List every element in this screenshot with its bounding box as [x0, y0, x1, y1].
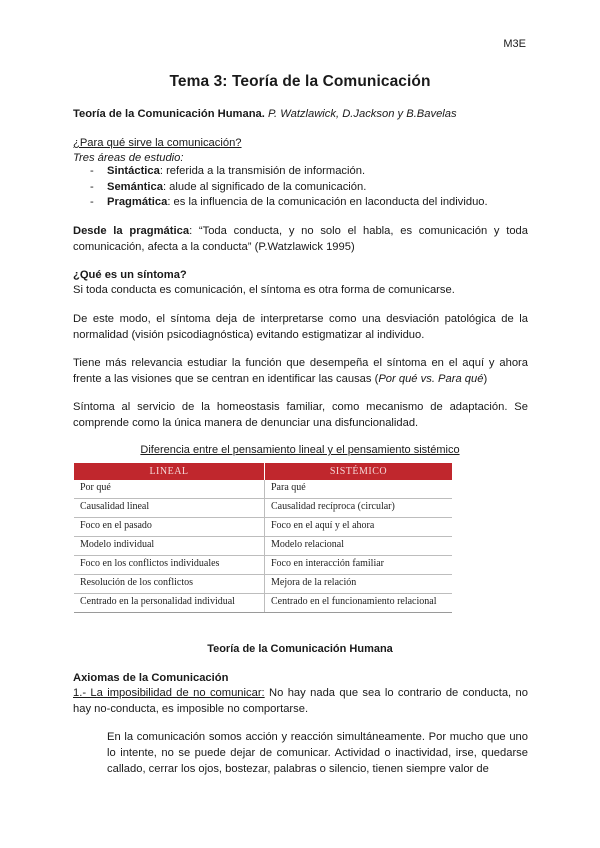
table-row — [74, 556, 452, 575]
table-row — [74, 518, 452, 537]
document-code: M3E — [503, 38, 526, 50]
table-cell: Foco en el aquí y el ahora — [265, 518, 453, 537]
axiom-1-label: 1.- La imposibilidad de no comunicar: — [73, 687, 265, 699]
list-item: - Pragmática: es la influencia de la comunicación en laconducta del individuo. — [90, 196, 488, 208]
table-cell: Causalidad recíproca (circular) — [265, 499, 453, 518]
page-title: Tema 3: Teoría de la Comunicación — [169, 73, 431, 90]
table-cell: Causalidad lineal — [74, 499, 265, 518]
list-item: - Sintáctica: referida a la transmisión de información. — [90, 165, 366, 177]
table-row — [74, 575, 452, 594]
pragmatic-label: Desde la pragmática — [73, 225, 190, 237]
table-cell: Centrado en la personalidad individual — [74, 594, 265, 613]
purpose-question: ¿Para qué sirve la comunicación? — [73, 137, 242, 149]
intro-line — [73, 107, 528, 123]
axiom-1-text: No hay nada que sea lo contrario de conducta, no hay no-conducta, es imposible no comportarse. — [73, 687, 528, 715]
column-header-lineal: LINEAL — [74, 463, 265, 480]
areas-label: Tres áreas de estudio: — [73, 152, 184, 164]
intro-heading: Teoría de la Comunicación Humana. — [73, 108, 265, 120]
symptom-paragraph-1: Si toda conducta es comunicación, el síntoma es otra forma de comunicarse. — [73, 284, 455, 296]
table-row — [74, 537, 452, 556]
table-row — [74, 594, 452, 613]
table-cell: Para qué — [265, 480, 453, 499]
table-cell: Foco en el pasado — [74, 518, 265, 537]
table-cell: Centrado en el funcionamiento relacional — [265, 594, 453, 613]
intro-authors: P. Watzlawick, D.Jackson y B.Bavelas — [268, 108, 457, 120]
column-header-sistemico: SISTÉMICO — [265, 463, 453, 480]
symptom-paragraph-3: Tiene más relevancia estudiar la función que desempeña el síntoma en el aquí y ahora frente a las visiones que se centran en identificar las causas (Por qué vs. Para qué) — [73, 357, 528, 385]
areas-list — [90, 164, 530, 211]
table-header-row — [74, 463, 452, 480]
table-cell: Foco en los conflictos individuales — [74, 556, 265, 575]
symptom-paragraph-2: De este modo, el síntoma deja de interpretarse como una desviación patológica de la normalidad (visión psicodiagnóstica) evitando estigmatizar al individuo. — [73, 313, 528, 341]
axioms-heading: Axiomas de la Comunicación — [73, 672, 229, 684]
table-cell: Por qué — [74, 480, 265, 499]
list-item: - Semántica: alude al significado de la comunicación. — [90, 180, 367, 193]
table-row — [74, 499, 452, 518]
section-subtitle: Teoría de la Comunicación Humana — [207, 643, 393, 655]
table-caption: Diferencia entre el pensamiento lineal y el pensamiento sistémico — [140, 444, 460, 456]
table-row — [74, 480, 452, 499]
table-cell: Resolución de los conflictos — [74, 575, 265, 594]
table-cell: Mejora de la relación — [265, 575, 453, 594]
axiom-1 — [73, 686, 528, 717]
pragmatic-paragraph — [73, 224, 528, 255]
symptom-heading: ¿Qué es un síntoma? — [73, 269, 187, 281]
table-cell: Modelo individual — [74, 537, 265, 556]
comparison-table — [74, 463, 452, 613]
axiom-1-explanation: En la comunicación somos acción y reacción simultáneamente. Por mucho que uno lo intente, no se puede dejar de comunicar. Actividad o inactividad, irse, quedarse callado, cerrar los ojos, bostezar, palabras o silencio, tienen siempre valor de — [107, 731, 528, 775]
pragmatic-text: : “Toda conducta, y no solo el habla, es comunicación y toda comunicación, afecta a la conducta” (P.Watzlawick 1995) — [73, 225, 528, 253]
table-cell: Foco en interacción familiar — [265, 556, 453, 575]
symptom-paragraph-4: Síntoma al servicio de la homeostasis familiar, como mecanismo de adaptación. Se comprende como la única manera de denunciar una disfuncionalidad. — [73, 401, 528, 429]
table-cell: Modelo relacional — [265, 537, 453, 556]
